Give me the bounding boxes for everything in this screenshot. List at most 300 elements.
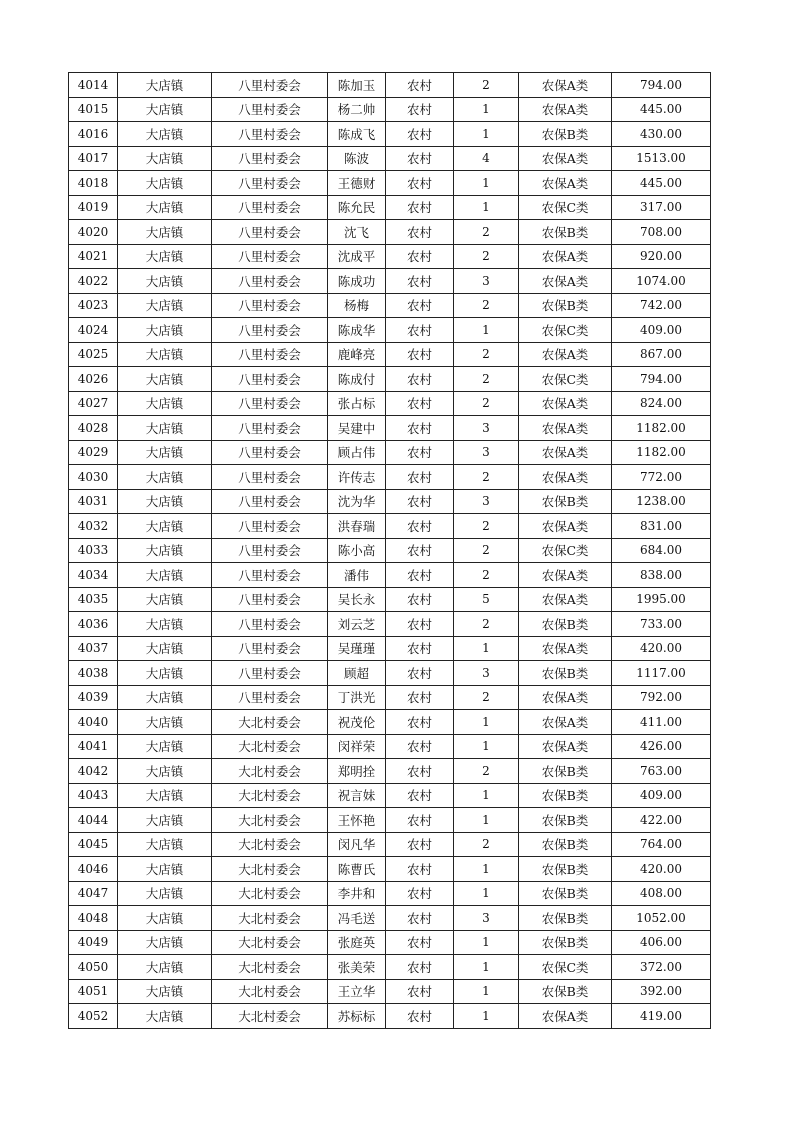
household-count-cell: 1 — [454, 1004, 519, 1029]
amount-cell: 838.00 — [612, 563, 711, 588]
insurance-category-cell: 农保B类 — [519, 906, 612, 931]
amount-cell: 420.00 — [612, 636, 711, 661]
amount-cell: 1513.00 — [612, 146, 711, 171]
village-committee-cell: 八里村委会 — [212, 661, 328, 686]
village-committee-cell: 八里村委会 — [212, 220, 328, 245]
table-row — [69, 220, 711, 245]
village-committee-cell: 八里村委会 — [212, 685, 328, 710]
village-committee-cell: 大北村委会 — [212, 759, 328, 784]
table-row — [69, 857, 711, 882]
row-number-cell: 4050 — [69, 955, 118, 980]
insurance-category-cell: 农保B类 — [519, 759, 612, 784]
village-committee-cell: 八里村委会 — [212, 97, 328, 122]
household-count-cell: 4 — [454, 146, 519, 171]
insurance-category-cell: 农保B类 — [519, 881, 612, 906]
household-count-cell: 2 — [454, 293, 519, 318]
area-type-cell: 农村 — [386, 489, 454, 514]
insurance-category-cell: 农保A类 — [519, 391, 612, 416]
household-count-cell: 5 — [454, 587, 519, 612]
household-count-cell: 2 — [454, 612, 519, 637]
area-type-cell: 农村 — [386, 881, 454, 906]
area-type-cell: 农村 — [386, 195, 454, 220]
amount-cell: 422.00 — [612, 808, 711, 833]
village-committee-cell: 大北村委会 — [212, 955, 328, 980]
town-cell: 大店镇 — [118, 832, 212, 857]
insurance-category-cell: 农保B类 — [519, 808, 612, 833]
area-type-cell: 农村 — [386, 538, 454, 563]
table-row — [69, 710, 711, 735]
table-row — [69, 587, 711, 612]
row-number-cell: 4039 — [69, 685, 118, 710]
table-row — [69, 416, 711, 441]
village-committee-cell: 八里村委会 — [212, 318, 328, 343]
area-type-cell: 农村 — [386, 906, 454, 931]
amount-cell: 426.00 — [612, 734, 711, 759]
insurance-category-cell: 农保B类 — [519, 783, 612, 808]
person-name-cell: 王怀艳 — [328, 808, 386, 833]
village-committee-cell: 大北村委会 — [212, 1004, 328, 1029]
row-number-cell: 4014 — [69, 73, 118, 98]
insurance-category-cell: 农保A类 — [519, 269, 612, 294]
town-cell: 大店镇 — [118, 685, 212, 710]
insurance-category-cell: 农保A类 — [519, 734, 612, 759]
person-name-cell: 吴瑾瑾 — [328, 636, 386, 661]
person-name-cell: 陈成华 — [328, 318, 386, 343]
household-count-cell: 3 — [454, 489, 519, 514]
person-name-cell: 陈允民 — [328, 195, 386, 220]
person-name-cell: 吴建中 — [328, 416, 386, 441]
town-cell: 大店镇 — [118, 220, 212, 245]
amount-cell: 824.00 — [612, 391, 711, 416]
village-committee-cell: 八里村委会 — [212, 367, 328, 392]
table-row — [69, 636, 711, 661]
table-row — [69, 808, 711, 833]
town-cell: 大店镇 — [118, 195, 212, 220]
household-count-cell: 2 — [454, 759, 519, 784]
town-cell: 大店镇 — [118, 440, 212, 465]
row-number-cell: 4047 — [69, 881, 118, 906]
household-count-cell: 3 — [454, 440, 519, 465]
table-row — [69, 661, 711, 686]
row-number-cell: 4044 — [69, 808, 118, 833]
village-committee-cell: 八里村委会 — [212, 73, 328, 98]
town-cell: 大店镇 — [118, 244, 212, 269]
town-cell: 大店镇 — [118, 955, 212, 980]
town-cell: 大店镇 — [118, 342, 212, 367]
row-number-cell: 4016 — [69, 122, 118, 147]
table-row — [69, 97, 711, 122]
village-committee-cell: 八里村委会 — [212, 636, 328, 661]
table-row — [69, 391, 711, 416]
insurance-category-cell: 农保B类 — [519, 122, 612, 147]
amount-cell: 392.00 — [612, 979, 711, 1004]
household-count-cell: 1 — [454, 122, 519, 147]
row-number-cell: 4031 — [69, 489, 118, 514]
person-name-cell: 陈小高 — [328, 538, 386, 563]
row-number-cell: 4045 — [69, 832, 118, 857]
person-name-cell: 鹿峰亮 — [328, 342, 386, 367]
town-cell: 大店镇 — [118, 318, 212, 343]
table-row — [69, 293, 711, 318]
household-count-cell: 1 — [454, 171, 519, 196]
area-type-cell: 农村 — [386, 244, 454, 269]
table-row — [69, 538, 711, 563]
row-number-cell: 4051 — [69, 979, 118, 1004]
row-number-cell: 4052 — [69, 1004, 118, 1029]
row-number-cell: 4025 — [69, 342, 118, 367]
person-name-cell: 陈加玉 — [328, 73, 386, 98]
row-number-cell: 4023 — [69, 293, 118, 318]
table-row — [69, 171, 711, 196]
row-number-cell: 4035 — [69, 587, 118, 612]
area-type-cell: 农村 — [386, 783, 454, 808]
amount-cell: 794.00 — [612, 367, 711, 392]
insurance-category-cell: 农保A类 — [519, 440, 612, 465]
insurance-category-cell: 农保B类 — [519, 857, 612, 882]
table-row — [69, 930, 711, 955]
town-cell: 大店镇 — [118, 734, 212, 759]
table-row — [69, 269, 711, 294]
row-number-cell: 4038 — [69, 661, 118, 686]
person-name-cell: 顾占伟 — [328, 440, 386, 465]
insurance-category-cell: 农保B类 — [519, 661, 612, 686]
amount-cell: 742.00 — [612, 293, 711, 318]
amount-cell: 409.00 — [612, 783, 711, 808]
village-committee-cell: 八里村委会 — [212, 122, 328, 147]
town-cell: 大店镇 — [118, 906, 212, 931]
town-cell: 大店镇 — [118, 514, 212, 539]
table-row — [69, 465, 711, 490]
town-cell: 大店镇 — [118, 808, 212, 833]
amount-cell: 684.00 — [612, 538, 711, 563]
amount-cell: 445.00 — [612, 97, 711, 122]
row-number-cell: 4027 — [69, 391, 118, 416]
insurance-category-cell: 农保C类 — [519, 318, 612, 343]
insurance-category-cell: 农保C类 — [519, 195, 612, 220]
village-committee-cell: 八里村委会 — [212, 416, 328, 441]
household-count-cell: 2 — [454, 832, 519, 857]
household-count-cell: 3 — [454, 269, 519, 294]
person-name-cell: 沈飞 — [328, 220, 386, 245]
town-cell: 大店镇 — [118, 171, 212, 196]
village-committee-cell: 八里村委会 — [212, 612, 328, 637]
table-row — [69, 563, 711, 588]
area-type-cell: 农村 — [386, 563, 454, 588]
area-type-cell: 农村 — [386, 440, 454, 465]
table-row — [69, 244, 711, 269]
amount-cell: 1117.00 — [612, 661, 711, 686]
row-number-cell: 4030 — [69, 465, 118, 490]
area-type-cell: 农村 — [386, 220, 454, 245]
table-row — [69, 318, 711, 343]
person-name-cell: 沈成平 — [328, 244, 386, 269]
village-committee-cell: 大北村委会 — [212, 881, 328, 906]
amount-cell: 708.00 — [612, 220, 711, 245]
person-name-cell: 王立华 — [328, 979, 386, 1004]
insurance-category-cell: 农保C类 — [519, 955, 612, 980]
amount-cell: 764.00 — [612, 832, 711, 857]
table-row — [69, 979, 711, 1004]
row-number-cell: 4040 — [69, 710, 118, 735]
table-row — [69, 367, 711, 392]
table-row — [69, 906, 711, 931]
amount-cell: 409.00 — [612, 318, 711, 343]
town-cell: 大店镇 — [118, 636, 212, 661]
village-committee-cell: 八里村委会 — [212, 146, 328, 171]
person-name-cell: 许传志 — [328, 465, 386, 490]
household-count-cell: 1 — [454, 734, 519, 759]
household-count-cell: 1 — [454, 930, 519, 955]
amount-cell: 420.00 — [612, 857, 711, 882]
insurance-category-cell: 农保A类 — [519, 563, 612, 588]
village-committee-cell: 八里村委会 — [212, 195, 328, 220]
insurance-category-cell: 农保B类 — [519, 930, 612, 955]
amount-cell: 920.00 — [612, 244, 711, 269]
town-cell: 大店镇 — [118, 930, 212, 955]
row-number-cell: 4046 — [69, 857, 118, 882]
village-committee-cell: 大北村委会 — [212, 930, 328, 955]
row-number-cell: 4041 — [69, 734, 118, 759]
table-row — [69, 440, 711, 465]
village-committee-cell: 八里村委会 — [212, 244, 328, 269]
town-cell: 大店镇 — [118, 759, 212, 784]
area-type-cell: 农村 — [386, 587, 454, 612]
village-committee-cell: 八里村委会 — [212, 587, 328, 612]
household-count-cell: 2 — [454, 342, 519, 367]
town-cell: 大店镇 — [118, 1004, 212, 1029]
area-type-cell: 农村 — [386, 391, 454, 416]
village-committee-cell: 大北村委会 — [212, 783, 328, 808]
person-name-cell: 杨二帅 — [328, 97, 386, 122]
village-committee-cell: 八里村委会 — [212, 514, 328, 539]
row-number-cell: 4034 — [69, 563, 118, 588]
village-committee-cell: 八里村委会 — [212, 269, 328, 294]
town-cell: 大店镇 — [118, 465, 212, 490]
area-type-cell: 农村 — [386, 318, 454, 343]
area-type-cell: 农村 — [386, 636, 454, 661]
person-name-cell: 陈成付 — [328, 367, 386, 392]
insurance-category-cell: 农保A类 — [519, 710, 612, 735]
household-count-cell: 1 — [454, 979, 519, 1004]
row-number-cell: 4020 — [69, 220, 118, 245]
area-type-cell: 农村 — [386, 832, 454, 857]
area-type-cell: 农村 — [386, 416, 454, 441]
amount-cell: 317.00 — [612, 195, 711, 220]
row-number-cell: 4019 — [69, 195, 118, 220]
amount-cell: 445.00 — [612, 171, 711, 196]
table-row — [69, 734, 711, 759]
town-cell: 大店镇 — [118, 612, 212, 637]
household-count-cell: 3 — [454, 661, 519, 686]
row-number-cell: 4037 — [69, 636, 118, 661]
amount-cell: 763.00 — [612, 759, 711, 784]
household-count-cell: 1 — [454, 97, 519, 122]
amount-cell: 1052.00 — [612, 906, 711, 931]
person-name-cell: 丁洪光 — [328, 685, 386, 710]
area-type-cell: 农村 — [386, 808, 454, 833]
table-row — [69, 1004, 711, 1029]
records-table — [68, 72, 711, 1029]
village-committee-cell: 八里村委会 — [212, 293, 328, 318]
person-name-cell: 顾超 — [328, 661, 386, 686]
row-number-cell: 4033 — [69, 538, 118, 563]
area-type-cell: 农村 — [386, 612, 454, 637]
town-cell: 大店镇 — [118, 587, 212, 612]
insurance-category-cell: 农保B类 — [519, 489, 612, 514]
row-number-cell: 4026 — [69, 367, 118, 392]
person-name-cell: 陈成功 — [328, 269, 386, 294]
town-cell: 大店镇 — [118, 97, 212, 122]
area-type-cell: 农村 — [386, 73, 454, 98]
row-number-cell: 4015 — [69, 97, 118, 122]
amount-cell: 794.00 — [612, 73, 711, 98]
household-count-cell: 1 — [454, 955, 519, 980]
household-count-cell: 2 — [454, 73, 519, 98]
household-count-cell: 1 — [454, 881, 519, 906]
area-type-cell: 农村 — [386, 930, 454, 955]
town-cell: 大店镇 — [118, 122, 212, 147]
table-row — [69, 685, 711, 710]
row-number-cell: 4036 — [69, 612, 118, 637]
table-row — [69, 832, 711, 857]
area-type-cell: 农村 — [386, 465, 454, 490]
town-cell: 大店镇 — [118, 857, 212, 882]
insurance-category-cell: 农保B类 — [519, 220, 612, 245]
village-committee-cell: 大北村委会 — [212, 808, 328, 833]
row-number-cell: 4029 — [69, 440, 118, 465]
household-count-cell: 3 — [454, 416, 519, 441]
row-number-cell: 4022 — [69, 269, 118, 294]
person-name-cell: 杨梅 — [328, 293, 386, 318]
area-type-cell: 农村 — [386, 734, 454, 759]
insurance-category-cell: 农保A类 — [519, 685, 612, 710]
table-row — [69, 759, 711, 784]
person-name-cell: 沈为华 — [328, 489, 386, 514]
amount-cell: 733.00 — [612, 612, 711, 637]
household-count-cell: 2 — [454, 563, 519, 588]
household-count-cell: 1 — [454, 710, 519, 735]
household-count-cell: 2 — [454, 244, 519, 269]
person-name-cell: 潘伟 — [328, 563, 386, 588]
amount-cell: 372.00 — [612, 955, 711, 980]
household-count-cell: 2 — [454, 367, 519, 392]
table-row — [69, 146, 711, 171]
town-cell: 大店镇 — [118, 489, 212, 514]
insurance-category-cell: 农保B类 — [519, 612, 612, 637]
person-name-cell: 冯毛送 — [328, 906, 386, 931]
person-name-cell: 陈波 — [328, 146, 386, 171]
insurance-category-cell: 农保A类 — [519, 514, 612, 539]
row-number-cell: 4017 — [69, 146, 118, 171]
insurance-category-cell: 农保A类 — [519, 73, 612, 98]
insurance-category-cell: 农保B类 — [519, 979, 612, 1004]
town-cell: 大店镇 — [118, 783, 212, 808]
household-count-cell: 2 — [454, 538, 519, 563]
table-row — [69, 489, 711, 514]
person-name-cell: 张美荣 — [328, 955, 386, 980]
person-name-cell: 张占标 — [328, 391, 386, 416]
amount-cell: 831.00 — [612, 514, 711, 539]
person-name-cell: 李井和 — [328, 881, 386, 906]
person-name-cell: 陈成飞 — [328, 122, 386, 147]
person-name-cell: 祝言妹 — [328, 783, 386, 808]
row-number-cell: 4018 — [69, 171, 118, 196]
area-type-cell: 农村 — [386, 857, 454, 882]
table-row — [69, 73, 711, 98]
town-cell: 大店镇 — [118, 391, 212, 416]
person-name-cell: 吴长永 — [328, 587, 386, 612]
village-committee-cell: 大北村委会 — [212, 906, 328, 931]
insurance-category-cell: 农保A类 — [519, 1004, 612, 1029]
town-cell: 大店镇 — [118, 416, 212, 441]
household-count-cell: 2 — [454, 514, 519, 539]
area-type-cell: 农村 — [386, 342, 454, 367]
table-row — [69, 514, 711, 539]
town-cell: 大店镇 — [118, 881, 212, 906]
row-number-cell: 4021 — [69, 244, 118, 269]
amount-cell: 1182.00 — [612, 416, 711, 441]
area-type-cell: 农村 — [386, 955, 454, 980]
row-number-cell: 4043 — [69, 783, 118, 808]
insurance-category-cell: 农保C类 — [519, 538, 612, 563]
area-type-cell: 农村 — [386, 367, 454, 392]
table-row — [69, 342, 711, 367]
area-type-cell: 农村 — [386, 122, 454, 147]
person-name-cell: 陈曹氏 — [328, 857, 386, 882]
village-committee-cell: 八里村委会 — [212, 440, 328, 465]
area-type-cell: 农村 — [386, 979, 454, 1004]
town-cell: 大店镇 — [118, 563, 212, 588]
household-count-cell: 1 — [454, 195, 519, 220]
person-name-cell: 郑明拴 — [328, 759, 386, 784]
person-name-cell: 闵祥荣 — [328, 734, 386, 759]
insurance-category-cell: 农保A类 — [519, 146, 612, 171]
insurance-category-cell: 农保A类 — [519, 244, 612, 269]
table-row — [69, 783, 711, 808]
insurance-category-cell: 农保A类 — [519, 97, 612, 122]
table-row — [69, 955, 711, 980]
household-count-cell: 3 — [454, 906, 519, 931]
amount-cell: 1238.00 — [612, 489, 711, 514]
town-cell: 大店镇 — [118, 979, 212, 1004]
household-count-cell: 1 — [454, 808, 519, 833]
insurance-category-cell: 农保A类 — [519, 416, 612, 441]
table-body — [69, 73, 711, 1029]
row-number-cell: 4048 — [69, 906, 118, 931]
person-name-cell: 张庭英 — [328, 930, 386, 955]
person-name-cell: 刘云芝 — [328, 612, 386, 637]
village-committee-cell: 八里村委会 — [212, 391, 328, 416]
area-type-cell: 农村 — [386, 293, 454, 318]
row-number-cell: 4042 — [69, 759, 118, 784]
amount-cell: 1182.00 — [612, 440, 711, 465]
insurance-category-cell: 农保A类 — [519, 342, 612, 367]
insurance-category-cell: 农保A类 — [519, 171, 612, 196]
household-count-cell: 1 — [454, 318, 519, 343]
insurance-category-cell: 农保B类 — [519, 832, 612, 857]
insurance-category-cell: 农保C类 — [519, 367, 612, 392]
amount-cell: 792.00 — [612, 685, 711, 710]
household-count-cell: 2 — [454, 465, 519, 490]
amount-cell: 406.00 — [612, 930, 711, 955]
town-cell: 大店镇 — [118, 73, 212, 98]
household-count-cell: 2 — [454, 220, 519, 245]
insurance-category-cell: 农保A类 — [519, 636, 612, 661]
insurance-category-cell: 农保A类 — [519, 465, 612, 490]
table-row — [69, 881, 711, 906]
village-committee-cell: 大北村委会 — [212, 710, 328, 735]
insurance-category-cell: 农保B类 — [519, 293, 612, 318]
